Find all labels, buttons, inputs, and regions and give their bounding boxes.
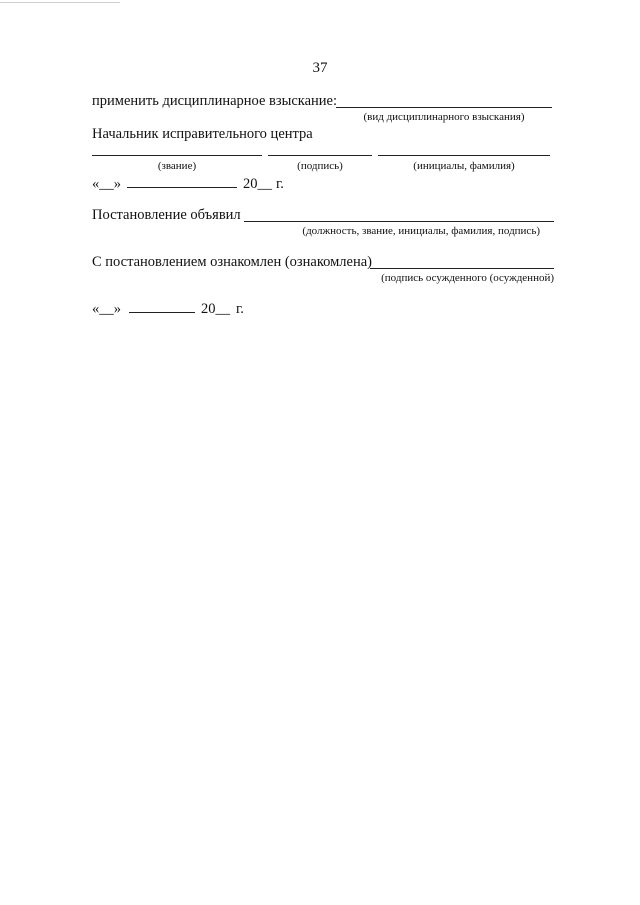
date1-year-suffix: г. [276,176,284,192]
head-title: Начальник исправительного центра [92,126,313,142]
acquainted-hint: (подпись осужденного (осужденной) [381,272,554,284]
date2-quote-open: « [92,301,100,317]
date2-year-prefix: 20 [201,301,216,317]
date-row-2 [92,300,244,318]
date2-month-blank[interactable] [129,300,195,313]
page-number: 37 [312,60,328,76]
announced-label: Постановление объявил [92,207,241,223]
acquainted-blank[interactable] [370,268,554,269]
date2-quote-close: » [113,301,121,317]
name-hint: (инициалы, фамилия) [413,160,515,172]
penalty-label: применить дисциплинарное взыскание: [92,93,338,109]
signature-hint: (подпись) [297,160,343,172]
date1-quote-close: » [113,176,121,192]
date2-year-blank[interactable]: __ [215,301,230,317]
date1-month-blank[interactable] [127,175,237,188]
date-row-1 [92,175,284,193]
date1-year-prefix: 20 [243,176,258,192]
date1-year-blank[interactable]: __ [257,176,272,192]
rank-hint: (звание) [157,160,197,172]
signature-blank[interactable] [268,155,372,156]
name-blank[interactable] [378,155,550,156]
rank-blank[interactable] [92,155,262,156]
announced-hint: (должность, звание, инициалы, фамилия, подпись) [302,225,540,237]
penalty-blank[interactable] [336,107,552,108]
date2-year-suffix: г. [236,301,244,317]
acquainted-label: С постановлением ознакомлен (ознакомлена) [92,254,372,270]
date1-quote-open: « [92,176,100,192]
top-divider [0,2,120,3]
date1-day-blank[interactable]: __ [99,176,114,192]
penalty-hint: (вид дисциплинарного взыскания) [363,111,525,123]
announced-blank[interactable] [244,221,554,222]
date2-day-blank[interactable]: __ [99,301,114,317]
